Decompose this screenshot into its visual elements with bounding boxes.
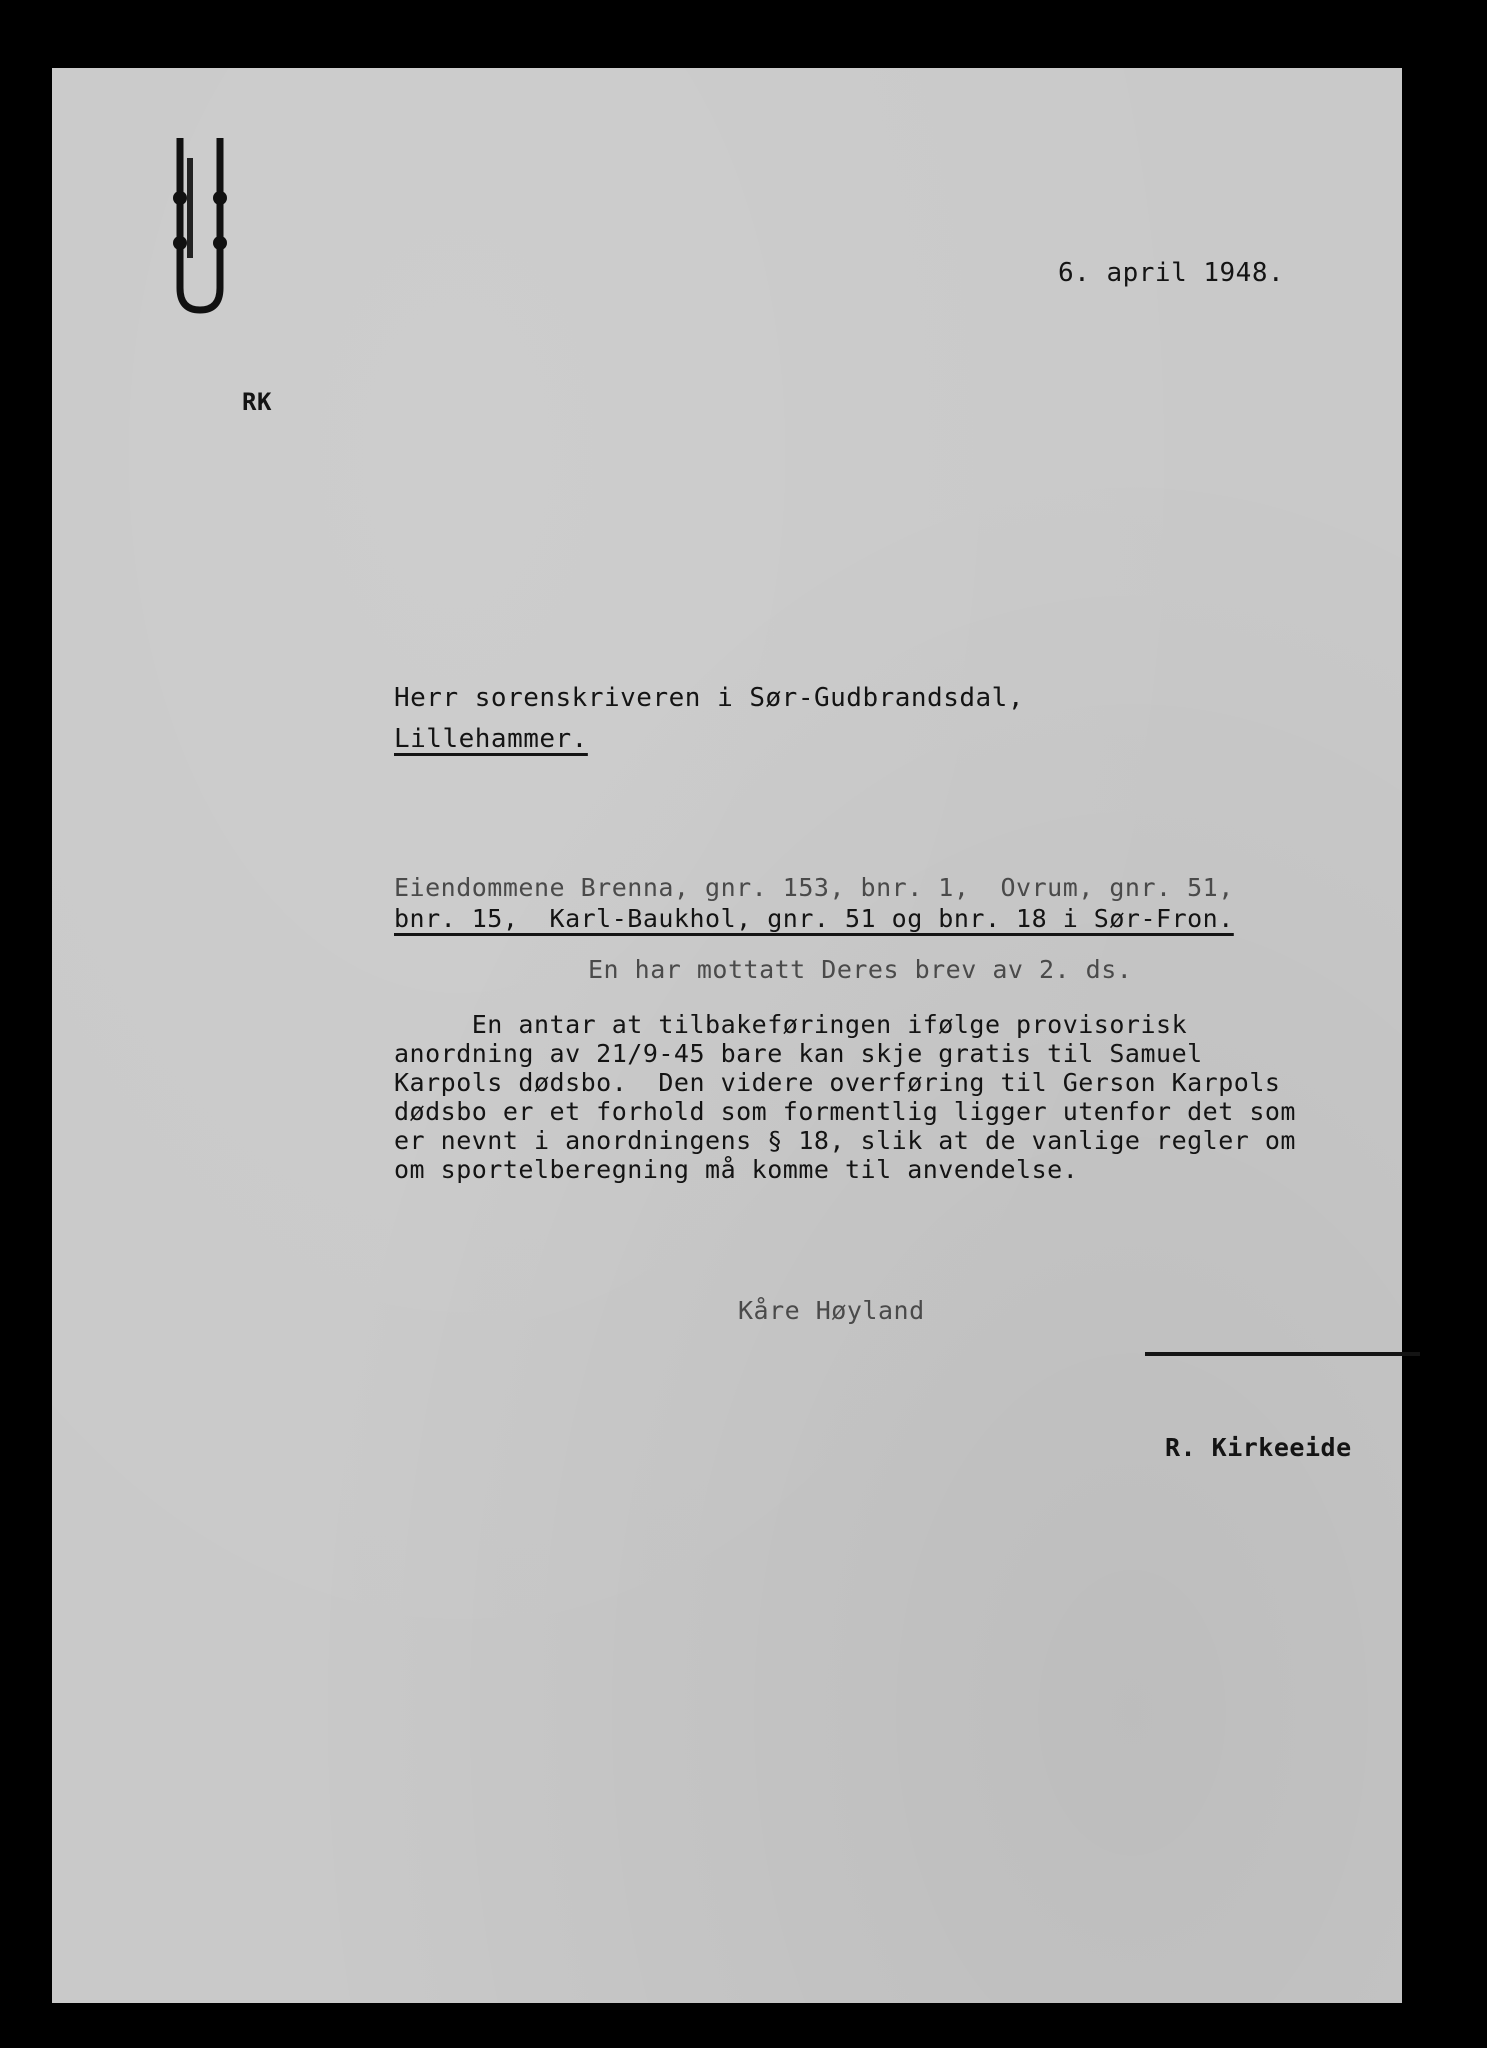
paper-clip-icon <box>172 138 228 318</box>
paragraph-2-line-4: dødsbo er et forhold som formentlig ligger utenfor det som <box>394 1097 1296 1126</box>
paragraph-2-line-5: er nevnt i anordningens § 18, slik at de vanlige regler om <box>394 1126 1296 1155</box>
paragraph-2-line-6: om sportelberegning må komme til anvendelse. <box>394 1155 1079 1184</box>
signature-rule <box>1145 1352 1420 1356</box>
paragraph-2-line-2: anordning av 21/9-45 bare kan skje gratis til Samuel <box>394 1039 1203 1068</box>
paragraph-2-line-1: En antar at tilbakeføringen ifølge provisorisk <box>394 1010 1188 1039</box>
subject-line-2: bnr. 15, Karl-Baukhol, gnr. 51 og bnr. 18 i Sør-Fron. <box>394 904 1234 933</box>
paragraph-2-line-3: Karpols dødsbo. Den videre overføring til Gerson Karpols <box>394 1068 1281 1097</box>
letter-date: 6. april 1948. <box>1058 258 1285 288</box>
signature-hoyland: Kåre Høyland <box>738 1296 925 1325</box>
signature-kirkeeide: R. Kirkeeide <box>1165 1433 1352 1462</box>
subject-line-1: Eiendommene Brenna, gnr. 153, bnr. 1, Ovrum, gnr. 51, <box>394 873 1234 902</box>
paragraph-1: En har mottatt Deres brev av 2. ds. <box>588 955 1133 984</box>
recipient-line-1: Herr sorenskriveren i Sør-Gudbrandsdal, <box>394 683 1024 713</box>
recipient-line-2: Lillehammer. <box>394 724 588 754</box>
file-initials: RK <box>242 388 272 416</box>
